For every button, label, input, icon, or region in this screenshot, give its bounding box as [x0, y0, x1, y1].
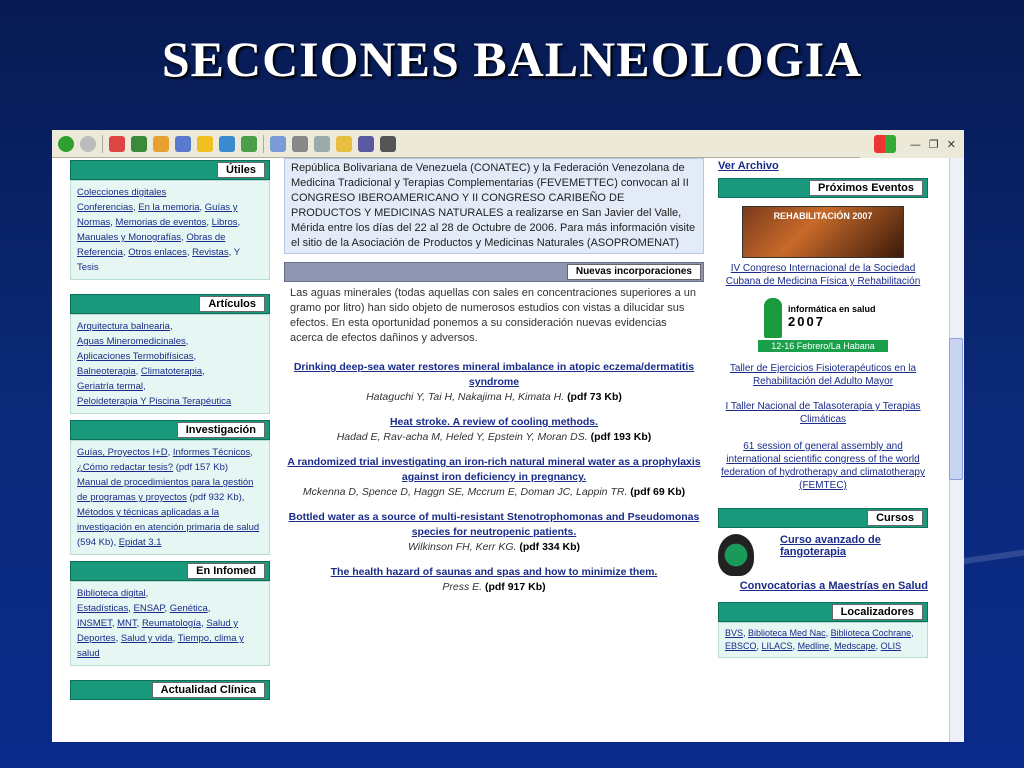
link[interactable]: INSMET — [77, 618, 112, 629]
link[interactable]: Salud y vida — [120, 633, 173, 644]
slide-title: SECCIONES BALNEOLOGIA — [161, 31, 863, 87]
event-link[interactable]: Taller de Ejercicios Fisioterapéuticos en la Rehabilitación del Adulto Mayor — [729, 363, 917, 387]
file-size: (pdf 157 Kb) — [175, 462, 229, 473]
article-title-link[interactable]: Drinking deep-sea water restores mineral imbalance in atopic eczema/dermatitis syndrome — [293, 361, 695, 388]
vertical-scrollbar[interactable] — [949, 158, 964, 742]
en-infomed-title: En Infomed — [187, 563, 265, 579]
minimize-icon[interactable]: — — [909, 137, 921, 151]
link[interactable]: EBSCO — [725, 641, 757, 651]
pdf-size[interactable]: (pdf 334 Kb) — [519, 541, 581, 553]
scrollbar-thumb[interactable] — [949, 338, 963, 480]
en-infomed-links: Biblioteca digital, Estadísticas, ENSAP, Genética, INSMET, MNT, Reumatología, Salud y Deportes, Salud y vida, Tiempo, clima y salud — [70, 581, 270, 666]
link[interactable]: Genética — [169, 603, 208, 614]
screenshot-frame — [52, 130, 964, 742]
link[interactable]: Medscape — [834, 641, 876, 651]
right-column — [718, 158, 928, 658]
history-icon[interactable] — [241, 136, 257, 152]
en-infomed-header — [70, 561, 270, 581]
intro-text: Las aguas minerales (todas aquellas con sales en concentraciones superiores a un gramo por litro) han sido objeto de numerosos estudios con vistas a dilucidar sus efectos. En esta oportunidad ponemos a su consideración nuevas evidencias acerca de efectos dañinos y adversos. — [290, 287, 697, 344]
link[interactable]: Geriatría termal — [77, 381, 143, 392]
ver-archivo-link[interactable]: Ver Archivo — [718, 160, 779, 172]
browser-toolbar — [52, 130, 860, 158]
link[interactable]: ENSAP — [133, 603, 165, 614]
pdf-size[interactable]: (pdf 917 Kb) — [484, 581, 546, 593]
link[interactable]: Informes Técnicos — [172, 447, 251, 458]
article-title-link[interactable]: Bottled water as a source of multi-resistant Stenotrophomonas and Pseudomonas species for neutropenic patients. — [288, 511, 700, 538]
link[interactable]: LILACS — [761, 641, 793, 651]
link[interactable]: BVS — [725, 628, 744, 638]
medical-emblem-icon — [718, 534, 754, 576]
stop-icon[interactable] — [109, 136, 125, 152]
proximos-title: Próximos Eventos — [809, 180, 923, 196]
logo-text: informática en salud — [788, 304, 876, 314]
localizadores-title: Localizadores — [832, 604, 923, 620]
proximos-eventos-header — [718, 178, 928, 198]
link[interactable]: Guías y Normas — [77, 202, 238, 228]
window-controls — [860, 130, 964, 158]
file-size: (pdf 932 Kb) — [189, 492, 242, 503]
article-title-link[interactable]: A randomized trial investigating an iron-rich natural mineral water as a prophylaxis against iron deficiency in pregnancy. — [287, 456, 701, 483]
file-size: (594 Kb) — [77, 537, 114, 548]
article-item — [284, 565, 704, 595]
link[interactable]: Aplicaciones Termobifísicas — [77, 351, 194, 362]
localizadores-header — [718, 602, 928, 622]
link[interactable]: Conferencias — [77, 202, 133, 213]
link[interactable]: Aguas Mineromedicinales — [77, 336, 186, 347]
link[interactable]: OLIS — [880, 641, 902, 651]
print-icon[interactable] — [292, 136, 308, 152]
link[interactable]: Memorias de eventos — [115, 217, 207, 228]
event-link[interactable]: I Taller Nacional de Talasoterapia y Terapias Climáticas — [725, 401, 921, 425]
informatica-salud-logo[interactable] — [758, 298, 888, 352]
link[interactable]: Peloideterapia Y Piscina Terapéutica — [77, 396, 232, 407]
media-icon[interactable] — [219, 136, 235, 152]
actualidad-title: Actualidad Clínica — [152, 682, 265, 698]
investigacion-title: Investigación — [177, 422, 265, 438]
pdf-size[interactable]: (pdf 73 Kb) — [567, 391, 622, 403]
utiles-header — [70, 160, 270, 180]
close-icon[interactable]: ✕ — [946, 137, 956, 151]
middle-column — [284, 158, 704, 595]
logo-year: 2007 — [788, 314, 825, 329]
cursos-header — [718, 508, 928, 528]
link[interactable]: Arquitectura balnearia — [77, 321, 170, 332]
link[interactable]: Guías, Proyectos I+D — [77, 447, 168, 458]
link[interactable]: Colecciones digitales — [77, 187, 167, 198]
left-column — [70, 158, 270, 700]
authors: Press E. — [442, 581, 483, 593]
event-link[interactable]: IV Congreso Internacional de la Sociedad Cubana de Medicina Física y Rehabilitación — [725, 263, 921, 287]
link[interactable]: Tiempo, clima y salud — [77, 633, 244, 659]
figure-icon — [764, 298, 782, 338]
favorites-icon[interactable] — [197, 136, 213, 152]
utiles-links: Colecciones digitales Conferencias, En la memoria, Guías y Normas, Memorias de eventos, Libros, Manuales y Monografías, Obras de Referencia, Otros enlaces, Revistas, Y Tesis — [70, 180, 270, 280]
messenger-icon[interactable] — [358, 136, 374, 152]
article-authors — [284, 580, 704, 595]
logo-dates: 12-16 Febrero/La Habana — [758, 340, 888, 352]
link[interactable]: Manual de procedimientos para la gestión de programas y proyectos — [77, 477, 254, 503]
article-title-link[interactable]: The health hazard of saunas and spas and how to minimize them. — [330, 566, 658, 578]
section-title: Nuevas incorporaciones — [567, 264, 701, 280]
back-icon[interactable] — [58, 136, 74, 152]
curso-row — [718, 534, 928, 576]
congress-announcement: República Bolivariana de Venezuela (CONATEC) y la Federación Venezolana de Medicina Tradicional y Terapias Complementarias (FEVEMETTEC) convocan al II CONGRESO IBEROAMERICANO Y II CONGRESO CARIBEÑO DE PRODUCTOS Y MEDICINAS NATURALES a realizarse en San Javier del Valle, Mérida entre los días del 22 al 28 de Octubre de 2006. Para más información visite el sitio de la Asociación de Productos y Medicinas Naturales (ASOPROMENAT) — [284, 158, 704, 254]
toolbar-separator — [102, 135, 103, 153]
pdf-size[interactable]: (pdf 69 Kb) — [630, 486, 686, 498]
link[interactable]: Medline — [797, 641, 830, 651]
authors: Hadad E, Rav-acha M, Heled Y, Epstein Y, Moran DS. — [336, 431, 588, 443]
banner-text: REHABILITACIÓN 2007 — [773, 211, 873, 221]
link[interactable]: Libros — [211, 217, 238, 228]
pdf-size[interactable]: (pdf 193 Kb) — [590, 431, 652, 443]
link[interactable]: Biblioteca Med Nac — [748, 628, 826, 638]
edit-icon[interactable] — [314, 136, 330, 152]
link[interactable]: Biblioteca digital — [77, 588, 146, 599]
article-item — [284, 510, 704, 555]
articulos-title: Artículos — [199, 296, 265, 312]
curso-link[interactable]: Curso avanzado de fangoterapia — [780, 534, 881, 558]
utiles-title: Útiles — [217, 162, 265, 178]
investigacion-links: Guías, Proyectos I+D, Informes Técnicos, ¿Cómo redactar tesis? (pdf 157 Kb) Manual de procedimientos para la gestión de programas y proyectos (pdf 932 Kb), Métodos y técnicas aplicadas a la investigación en atención primaria de salud (594 Kb), Epidat 3.1 — [70, 440, 270, 555]
investigacion-header — [70, 420, 270, 440]
articulos-header — [70, 294, 270, 314]
localizadores-links: BVS, Biblioteca Med Nac, Biblioteca Cochrane, EBSCO, LILACS, Medline, Medscape, OLIS — [718, 622, 928, 658]
article-authors — [284, 390, 704, 405]
article-item — [284, 360, 704, 405]
authors: Hataguchi Y, Tai H, Nakajima H, Kimata H. — [366, 391, 565, 403]
link[interactable]: Obras de Referencia — [77, 232, 226, 258]
search-icon[interactable] — [175, 136, 191, 152]
link[interactable]: Manuales y Monografías — [77, 232, 182, 243]
link[interactable]: Biblioteca Cochrane — [830, 628, 912, 638]
cursos-title: Cursos — [867, 510, 923, 526]
forward-icon[interactable] — [80, 136, 96, 152]
link[interactable]: Métodos y técnicas aplicadas a la investigación en atención primaria de salud — [77, 507, 260, 533]
link[interactable]: Salud y Deportes — [77, 618, 239, 644]
article-authors — [284, 430, 704, 445]
maestrias-link[interactable]: Convocatorias a Maestrías en Salud — [739, 580, 928, 592]
article-authors — [284, 540, 704, 555]
windows-logo-icon — [874, 135, 896, 153]
restore-icon[interactable]: ❐ — [928, 137, 939, 151]
refresh-icon[interactable] — [131, 136, 147, 152]
event-link[interactable]: 61 session of general assembly and international scientific congress of the world federation of hydrotherapy and climatotherapy (FEMTEC) — [720, 441, 925, 491]
link[interactable]: Reumatología — [141, 618, 202, 629]
mail-icon[interactable] — [270, 136, 286, 152]
link[interactable]: Revistas — [192, 247, 229, 258]
link[interactable]: Climatoterapia — [140, 366, 203, 377]
home-icon[interactable] — [153, 136, 169, 152]
link[interactable]: Epidat 3.1 — [118, 537, 162, 548]
article-item — [284, 415, 704, 445]
actualidad-header — [70, 680, 270, 700]
article-authors — [284, 485, 704, 500]
link[interactable]: MNT — [117, 618, 137, 629]
rehabilitacion-banner-image[interactable] — [742, 206, 904, 258]
link[interactable]: Y Tesis — [77, 247, 240, 273]
link[interactable]: Estadísticas — [77, 603, 129, 614]
authors: Mckenna D, Spence D, Haggn SE, Mccrum E, Doman JC, Lappin TR. — [302, 486, 628, 498]
article-item — [284, 455, 704, 500]
link[interactable]: Otros enlaces — [128, 247, 187, 258]
authors: Wilkinson FH, Kerr KG. — [407, 541, 517, 553]
link[interactable]: En la memoria — [138, 202, 200, 213]
toolbar-separator — [263, 135, 264, 153]
discuss-icon[interactable] — [336, 136, 352, 152]
nuevas-incorporaciones-header — [284, 262, 704, 282]
research-icon[interactable] — [380, 136, 396, 152]
articulos-links: Arquitectura balnearia, Aguas Mineromedicinales, Aplicaciones Termobifísicas, Balneoterapia, Climatoterapia, Geriatría termal, Peloideterapia Y Piscina Terapéutica — [70, 314, 270, 414]
link[interactable]: Balneoterapia — [77, 366, 136, 377]
link[interactable]: ¿Cómo redactar tesis? — [77, 462, 174, 473]
article-title-link[interactable]: Heat stroke. A review of cooling methods. — [389, 416, 599, 428]
